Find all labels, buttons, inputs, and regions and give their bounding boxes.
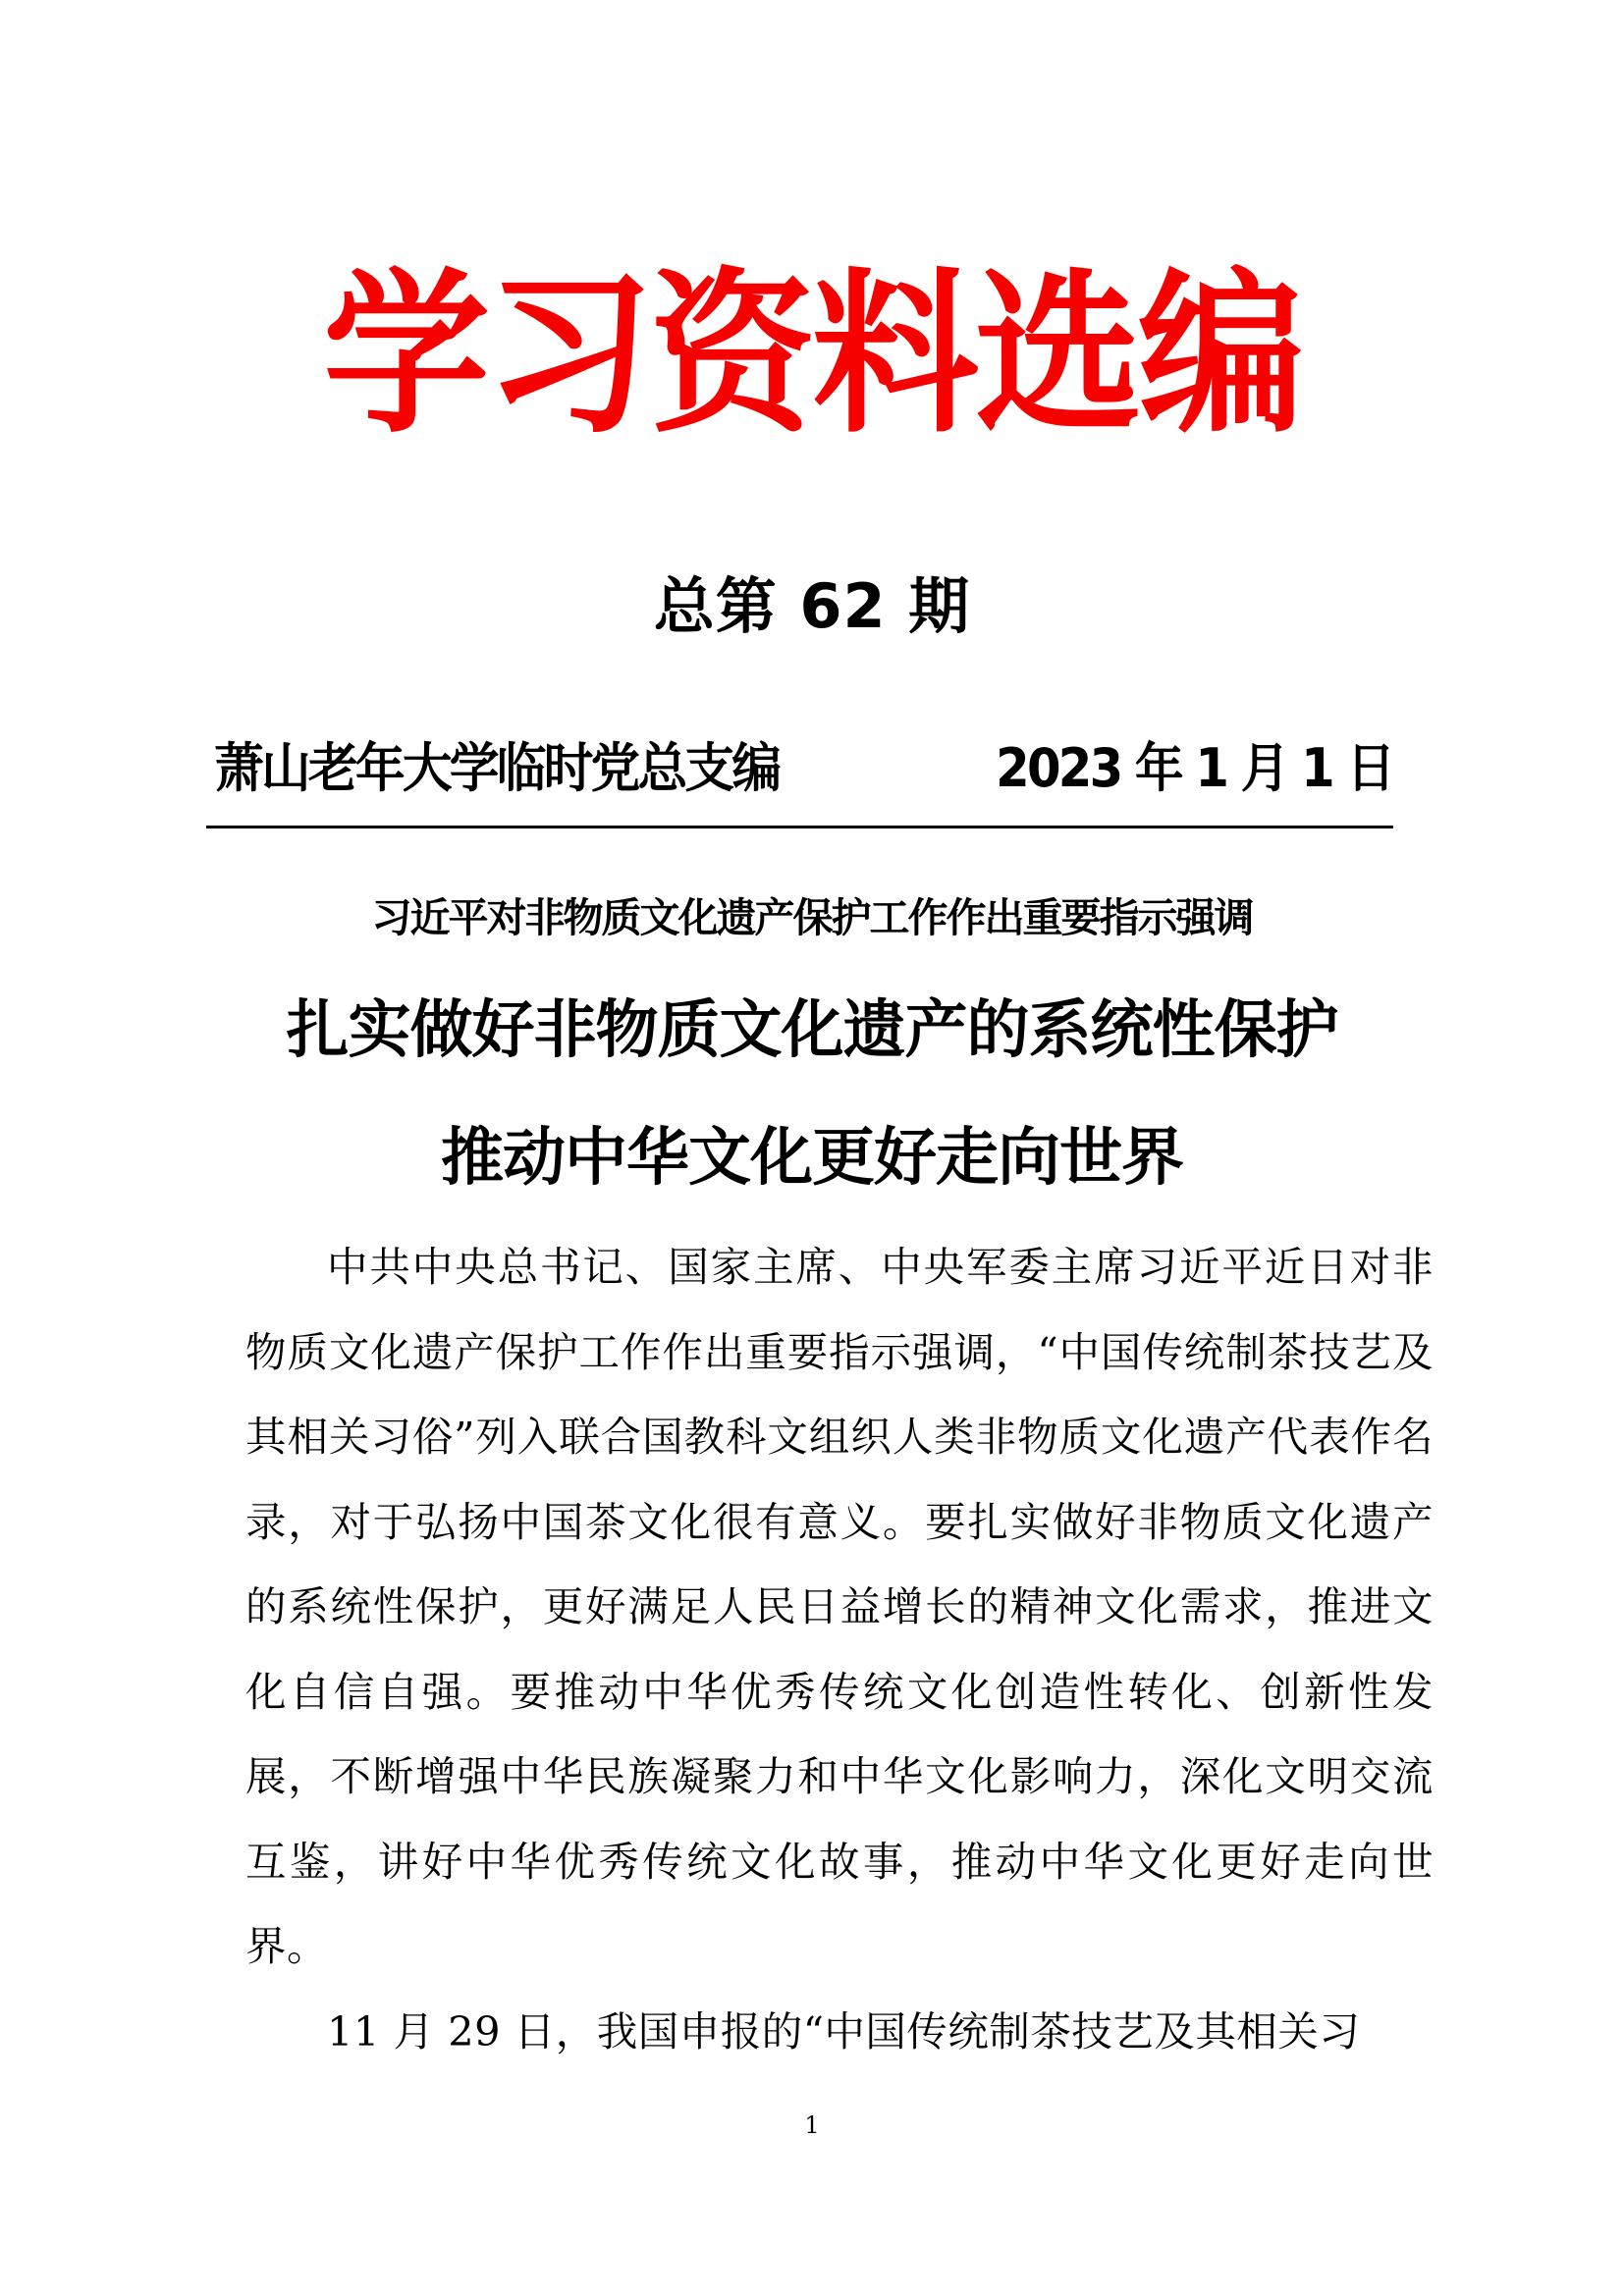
publication-date: 2023 年 1 月 1 日 [995, 737, 1392, 799]
article-body [245, 1225, 1434, 2074]
page-number: 1 [804, 2111, 820, 2139]
header-divider [206, 826, 1393, 828]
article-headline-line-2: 推动中华文化更好走向世界 [441, 1122, 1183, 1195]
article-kicker: 习近平对非物质文化遗产保护工作作出重要指示强调 [371, 894, 1253, 941]
article-headline-line-1: 扎实做好非物质文化遗产的系统性保护 [286, 994, 1338, 1067]
body-paragraph: 11 月 29 日，我国申报的“中国传统制茶技艺及其相关习 [327, 2006, 1361, 2056]
editor-credit: 萧山老年大学临时党总支编 [214, 737, 780, 799]
issue-number: 总第 62 期 [653, 570, 971, 642]
body-paragraph: 中共中央总书记、国家主席、中央军委主席习近平近日对非物质文化遗产保护工作作出重要指示强调，“中国传统制茶技艺及其相关习俗”列入联合国教科文组织人类非物质文化遗产代表作名录，对于弘扬中国茶文化很有意义。要扎实做好非物质文化遗产的系统性保护，更好满足人民日益增长的精神文化需求，推进文化自信自强。要推动中华优秀传统文化创造性转化、创新性发展，不断增强中华民族凝聚力和中华文化影响力，深化文明交流互鉴，讲好中华优秀传统文化故事，推动中华文化更好走向世界。 [245, 1243, 1434, 1970]
masthead-title: 学习资料选编 [322, 253, 1301, 457]
